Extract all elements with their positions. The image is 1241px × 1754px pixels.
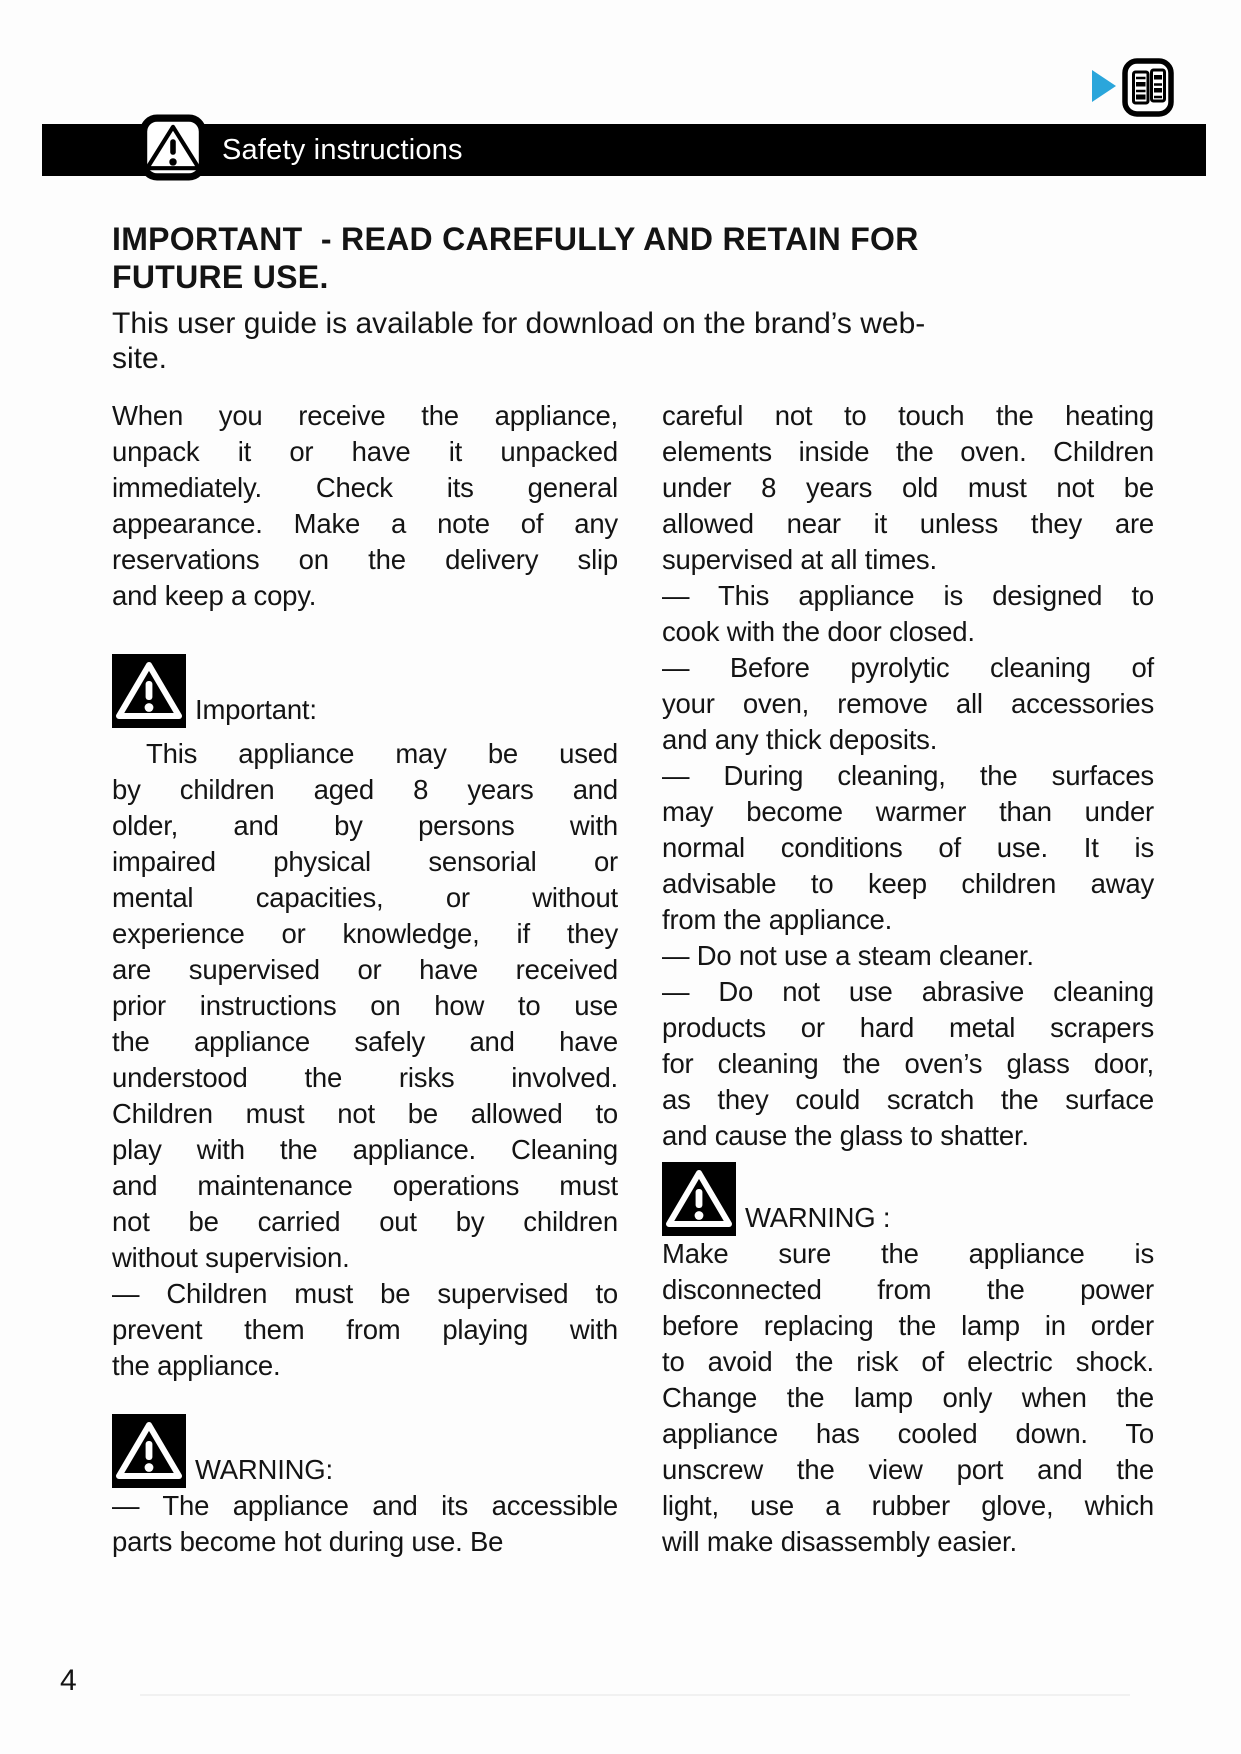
- text-line: careful not to touch the heating: [662, 400, 1154, 431]
- spacer: [112, 614, 618, 652]
- text-line: appearance. Make a note of any: [112, 508, 618, 539]
- warning-row: [112, 1412, 618, 1488]
- text-line: elements inside the oven. Children: [662, 436, 1154, 467]
- warning-triangle-icon: [112, 654, 186, 728]
- text-line: understood the risks involved.: [112, 1062, 618, 1093]
- text-line: IMPORTANT - READ CAREFULLY AND RETAIN FOR: [112, 221, 919, 257]
- text-line: your oven, remove all accessories: [662, 688, 1154, 719]
- paragraph: [112, 398, 618, 614]
- text-line: unscrew the view port and the: [662, 1454, 1154, 1485]
- warning-row: [112, 652, 618, 728]
- text-line: without supervision.: [112, 1242, 350, 1273]
- paragraph: [112, 736, 618, 1276]
- text-line: may become warmer than under: [662, 796, 1154, 827]
- text-line: not be carried out by children: [112, 1206, 618, 1237]
- text-line: — Do not use a steam cleaner.: [662, 940, 1034, 971]
- text-line: advisable to keep children away: [662, 868, 1154, 899]
- text-line: reservations on the delivery slip: [112, 544, 618, 575]
- text-line: Change the lamp only when the: [662, 1382, 1154, 1413]
- text-line: the appliance safely and have: [112, 1026, 618, 1057]
- text-line: — During cleaning, the surfaces: [662, 760, 1154, 791]
- text-line: for cleaning the oven’s glass door,: [662, 1048, 1154, 1079]
- text-line: to avoid the risk of electric shock.: [662, 1346, 1154, 1377]
- text-line: — Before pyrolytic cleaning of: [662, 652, 1154, 683]
- page-number: 4: [60, 1664, 77, 1697]
- text-line: Make sure the appliance is: [662, 1238, 1154, 1269]
- left-column: [112, 398, 618, 1560]
- text-line: — Do not use abrasive cleaning: [662, 976, 1154, 1007]
- warning-triangle-icon: [140, 114, 206, 181]
- text-line: disconnected from the power: [662, 1274, 1154, 1305]
- text-line: FUTURE USE.: [112, 259, 329, 295]
- text-line: — Children must be supervised to: [112, 1278, 618, 1309]
- text-line: — This appliance is designed to: [662, 580, 1154, 611]
- text-line: supervised at all times.: [662, 544, 937, 575]
- text-line: parts become hot during use. Be: [112, 1526, 504, 1557]
- text-line: — The appliance and its accessible: [112, 1490, 618, 1521]
- paragraph: [662, 398, 1154, 578]
- right-column: [662, 398, 1154, 1560]
- text-line: immediately. Check its general: [112, 472, 618, 503]
- section-header-bar: [42, 124, 1206, 176]
- text-line: and any thick deposits.: [662, 724, 938, 755]
- text-line: This user guide is available for download on the brand’s web-: [112, 307, 926, 340]
- text-line: cook with the door closed.: [662, 616, 975, 647]
- warning-triangle-icon: [112, 1414, 186, 1488]
- text-line: When you receive the appliance,: [112, 400, 618, 431]
- paragraph: [662, 1236, 1154, 1560]
- intro-paragraph: [112, 306, 1157, 376]
- warning-label: WARNING :: [745, 1202, 891, 1233]
- text-line: before replacing the lamp in order: [662, 1310, 1154, 1341]
- section-title: Safety instructions: [222, 134, 463, 166]
- text-line: and maintenance operations must: [112, 1170, 618, 1201]
- text-line: as they could scratch the surface: [662, 1084, 1154, 1115]
- scan-artifact-line: [140, 1694, 1130, 1696]
- text-line: play with the appliance. Cleaning: [112, 1134, 618, 1165]
- paragraph: [112, 1276, 618, 1384]
- warning-label: Important:: [195, 694, 317, 725]
- paragraph: [662, 974, 1154, 1154]
- text-line: products or hard metal scrapers: [662, 1012, 1154, 1043]
- paragraph: [112, 1488, 618, 1560]
- text-line: and cause the glass to shatter.: [662, 1120, 1029, 1151]
- text-line: This appliance may be used: [146, 738, 618, 769]
- warning-triangle-icon: [662, 1162, 736, 1236]
- page-heading: [112, 220, 1157, 296]
- text-line: under 8 years old must not be: [662, 472, 1154, 503]
- spacer: [112, 1384, 618, 1412]
- text-line: normal conditions of use. It is: [662, 832, 1154, 863]
- paragraph: [662, 758, 1154, 938]
- text-line: from the appliance.: [662, 904, 893, 935]
- text-line: prevent them from playing with: [112, 1314, 618, 1345]
- paragraph: [662, 578, 1154, 650]
- text-line: and keep a copy.: [112, 580, 317, 611]
- paragraph: [662, 650, 1154, 758]
- play-triangle-icon: [1092, 70, 1116, 102]
- spacer: [112, 728, 618, 736]
- text-line: older, and by persons with: [112, 810, 618, 841]
- paragraph: [662, 938, 1154, 974]
- text-line: the appliance.: [112, 1350, 281, 1381]
- open-book-icon: [1122, 58, 1174, 117]
- text-line: are supervised or have received: [112, 954, 618, 985]
- text-line: light, use a rubber glove, which: [662, 1490, 1154, 1521]
- text-line: Children must not be allowed to: [112, 1098, 618, 1129]
- text-line: prior instructions on how to use: [112, 990, 618, 1021]
- warning-row: [662, 1160, 1154, 1236]
- text-line: by children aged 8 years and: [112, 774, 618, 805]
- text-line: experience or knowledge, if they: [112, 918, 618, 949]
- warning-label: WARNING:: [195, 1454, 333, 1485]
- text-line: will make disassembly easier.: [662, 1526, 1017, 1557]
- text-line: appliance has cooled down. To: [662, 1418, 1154, 1449]
- text-line: unpack it or have it unpacked: [112, 436, 618, 467]
- text-line: impaired physical sensorial or: [112, 846, 618, 877]
- body-columns: [112, 398, 1154, 1560]
- text-line: allowed near it unless they are: [662, 508, 1154, 539]
- text-line: site.: [112, 342, 168, 375]
- text-line: mental capacities, or without: [112, 882, 618, 913]
